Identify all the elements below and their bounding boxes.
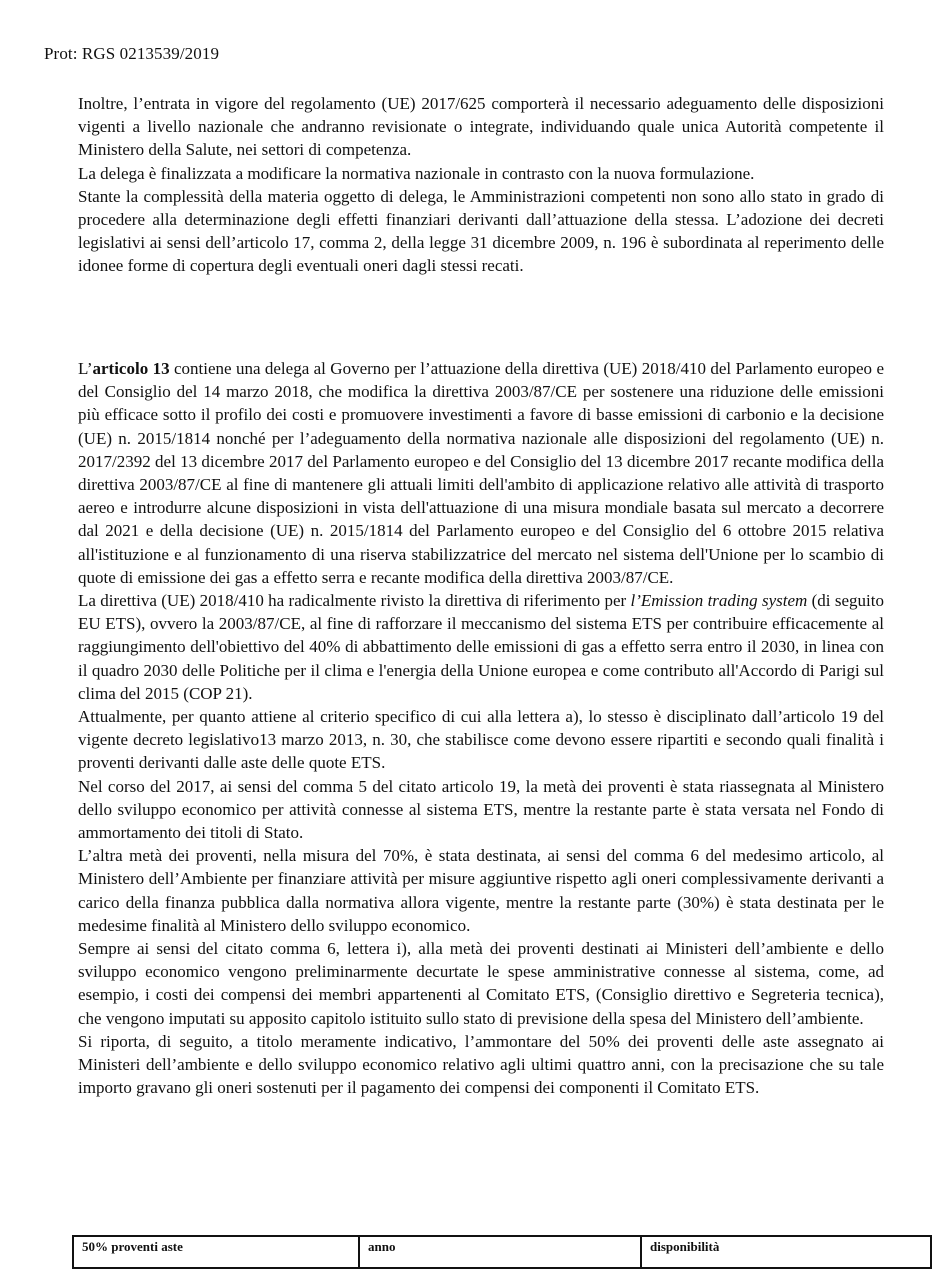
table bbox=[72, 1235, 932, 1269]
protocol-number: Prot: RGS 0213539/2019 bbox=[44, 44, 220, 63]
section-delega-salute bbox=[78, 92, 884, 278]
text-run: L’ bbox=[78, 359, 93, 378]
paragraph: Si riporta, di seguito, a titolo meramente indicativo, l’ammontare del 50% dei proventi delle aste assegnato ai Ministeri dell’ambiente e dello sviluppo economico relativo agli ultimi quattro anni, con la precisazione che su tale importo gravano gli oneri sostenuti per il pagamento dei compensi dei componenti il Comitato ETS. bbox=[78, 1031, 884, 1098]
paragraph: La delega è finalizzata a modificare la normativa nazionale in contrasto con la nuova formulazione. bbox=[78, 163, 755, 183]
proventi-table bbox=[72, 1235, 876, 1269]
paragraph bbox=[78, 357, 884, 589]
paragraph: Inoltre, l’entrata in vigore del regolamento (UE) 2017/625 comporterà il necessario adeguamento delle disposizioni vigenti a livello nazionale che andranno revisionate o integrate, individuando quale unica Autorità competente il Ministero della Salute, nei settori di competenza. bbox=[78, 94, 884, 160]
paragraph bbox=[78, 589, 884, 705]
paragraph: Nel corso del 2017, ai sensi del comma 5 del citato articolo 19, la metà dei proventi è stata riassegnata al Ministero dello sviluppo economico per attività connesse al sistema ETS, mentre la restante parte è stata versata nel Fondo di ammortamento dei titoli di Stato. bbox=[78, 776, 884, 843]
paragraph: L’altra metà dei proventi, nella misura del 70%, è stata destinata, ai sensi del comma 6 del medesimo articolo, al Ministero dell’Ambiente per finanziare attività per misure aggiuntive rispetto agli oneri complessivamente derivanti a carico della finanza pubblica dalla normativa allora vigente, mentre la restante parte (30%) è stata destinata per le medesime finalità al Ministero dello sviluppo economico. bbox=[78, 846, 884, 935]
italic-term: l’Emission trading system bbox=[630, 591, 808, 611]
table-header-row bbox=[73, 1236, 931, 1268]
article-reference: articolo 13 bbox=[92, 359, 170, 378]
text-run: contiene una delega al Governo per l’attuazione della direttiva (UE) 2018/410 del Parlamento europeo e del Consiglio del 14 marzo 2018, che modifica la direttiva 2003/87/CE per sostenere una riduzione delle emissioni più efficace sotto il profilo dei costi e promuovere investimenti a favore di basse emissioni di carbonio e la decisione (UE) n. 2015/1814 nonché per l’adeguamento della normativa nazionale alle disposizioni del regolamento (UE) n. 2017/2392 del 13 dicembre 2017 del Parlamento europeo e del Consiglio del 13 dicembre 2017 recante modifica della direttiva 2003/87/CE al fine di mantenere gli attuali limiti dell'ambito di applicazione relativo alle attività di trasporto aereo e introdurre alcune disposizioni in vista dell'attuazione di una misura mondiale basata sul mercato a decorrere dal 2021 e della decisione (UE) n. 2015/1814 del Parlamento europeo e del Consiglio del 6 ottobre 2015 relativa all'istituzione e al funzionamento di una riserva stabilizzatrice del mercato nel sistema dell'Unione per lo scambio di quote di emissione dei gas a effetto serra e recante modifica della direttiva 2003/87/CE. bbox=[78, 359, 884, 587]
paragraph: Stante la complessità della materia oggetto di delega, le Amministrazioni competenti non sono allo stato in grado di procedere alla determinazione degli effetti finanziari derivanti dall’attuazione della stessa. L’adozione dei decreti legislativi ai sensi dell’articolo 17, comma 2, della legge 31 dicembre 2009, n. 196 è subordinata al reperimento delle idonee forme di copertura degli eventuali oneri dagli stessi recati. bbox=[78, 186, 884, 276]
table-header-cell: 50% proventi aste bbox=[73, 1236, 359, 1268]
paragraph: Sempre ai sensi del citato comma 6, lettera i), alla metà dei proventi destinati ai Ministeri dell’ambiente e dello sviluppo economico vengono preliminarmente decurtate le spese amministrative connesse al sistema, come, ad esempio, i costi dei compensi dei membri appartenenti al Comitato ETS, (Consiglio direttivo e Segreteria tecnica), che vengono imputati su apposito capitolo istituito sullo stato di previsione della spesa del Ministero dell’ambiente. bbox=[78, 939, 884, 1028]
section-articolo-13 bbox=[78, 357, 884, 1100]
table-header-cell: disponibilità bbox=[641, 1236, 931, 1268]
text-run: (di seguito EU ETS), ovvero la 2003/87/CE, al fine di rafforzare il meccanismo del sistema ETS per contribuire efficacemente al raggiungimento dell'obiettivo del 40% di abbattimento delle emissioni di gas a effetto serra entro il 2030, in linea con il quadro 2030 delle Politiche per il clima e l'energia della Unione europea e come contributo all'Accordo di Parigi sul clima del 2015 (COP 21). bbox=[78, 591, 884, 703]
table-header-cell: anno bbox=[359, 1236, 641, 1268]
text-run: La direttiva (UE) 2018/410 ha radicalmente rivisto la direttiva di riferimento per bbox=[78, 591, 631, 611]
paragraph: Attualmente, per quanto attiene al criterio specifico di cui alla lettera a), lo stesso è disciplinato dall’articolo 19 del vigente decreto legislativo13 marzo 2013, n. 30, che stabilisce come devono essere ripartiti e secondo quali finalità i proventi derivanti dalle aste delle quote ETS. bbox=[78, 707, 884, 773]
